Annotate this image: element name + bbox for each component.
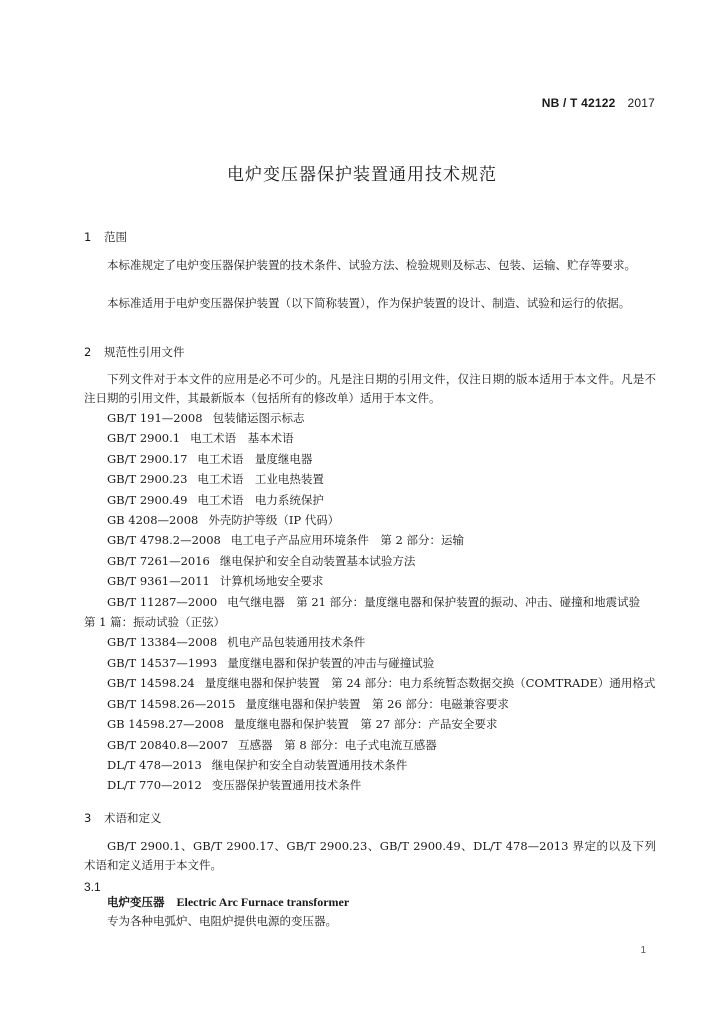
reference-item: GB/T 2900.23 电工术语 工业电热装置 xyxy=(107,472,324,487)
section-number: 2 xyxy=(84,345,92,359)
reference-item: GB 4208—2008 外壳防护等级（IP 代码） xyxy=(107,513,340,528)
section-heading-references xyxy=(84,344,185,360)
document-header xyxy=(542,96,655,110)
standard-year: 2017 xyxy=(627,96,655,110)
reference-item: GB/T 13384—2008 机电产品包装通用技术条件 xyxy=(107,635,366,650)
section-number: 3 xyxy=(84,811,92,825)
reference-item: DL/T 478—2013 继电保护和安全自动装置通用技术条件 xyxy=(107,757,408,772)
section-heading-terms xyxy=(84,810,162,826)
reference-item: GB/T 9361—2011 计算机场地安全要求 xyxy=(107,574,324,589)
term-chinese: 电炉变压器 xyxy=(107,895,165,909)
reference-item: DL/T 770—2012 变压器保护装置通用技术条件 xyxy=(107,778,362,793)
term-english: Electric Arc Furnace transformer xyxy=(176,895,350,909)
reference-item: GB/T 2900.1 电工术语 基本术语 xyxy=(107,431,294,446)
reference-item: GB/T 14598.26—2015 量度继电器和保护装置 第 26 部分：电磁兼容要求 xyxy=(107,696,509,711)
section-heading-scope xyxy=(84,229,127,245)
reference-item: GB/T 2900.17 电工术语 量度继电器 xyxy=(107,451,313,466)
reference-item: GB/T 14537—1993 量度继电器和保护装置的冲击与碰撞试验 xyxy=(107,655,435,670)
reference-item: GB/T 191—2008 包装储运图示标志 xyxy=(107,411,305,425)
reference-item: GB/T 7261—2016 继电保护和安全自动装置基本试验方法 xyxy=(107,553,416,568)
term-definition: 专为各种电弧炉、电阻炉提供电源的变压器。 xyxy=(107,914,337,928)
references-intro: 下列文件对于本文件的应用是必不可少的。凡是注日期的引用文件，仅注日期的版本适用于本文件。凡是不注日期的引用文件，其最新版本（包括所有的修改单）适用于本文件。 xyxy=(84,372,656,405)
terms-intro: GB/T 2900.1、GB/T 2900.17、GB/T 2900.23、GB/T 2900.49、DL/T 478—2013 界定的以及下列术语和定义适用于本文件。 xyxy=(84,839,656,872)
section-number: 1 xyxy=(84,230,92,244)
reference-item: GB/T 4798.2—2008 电工电子产品应用环境条件 第 2 部分：运输 xyxy=(107,533,464,548)
standard-code: NB / T 42122 xyxy=(541,96,616,110)
term-number: 3.1 xyxy=(84,880,101,894)
reference-item: GB/T 11287—2000 电气继电器 第 21 部分：量度继电器和保护装置的振动、冲击、碰撞和地震试验 第 1 篇：振动试验（正弦） xyxy=(84,594,652,630)
term-heading xyxy=(107,894,349,910)
reference-list xyxy=(84,408,656,796)
reference-item: GB 14598.27—2008 量度继电器和保护装置 第 27 部分：产品安全要求 xyxy=(107,717,498,732)
scope-paragraph-1: 本标准规定了电炉变压器保护装置的技术条件、试验方法、检验规则及标志、包装、运输、贮存等要求。 xyxy=(107,258,636,272)
section-title: 术语和定义 xyxy=(104,811,162,825)
page-number: 1 xyxy=(640,945,646,956)
reference-item: GB/T 20840.8—2007 互感器 第 8 部分：电子式电流互感器 xyxy=(107,737,437,752)
section-title: 规范性引用文件 xyxy=(104,345,185,359)
section-title: 范围 xyxy=(104,230,127,244)
document-title: 电炉变压器保护装置通用技术规范 xyxy=(227,165,497,185)
reference-item: GB/T 2900.49 电工术语 电力系统保护 xyxy=(107,492,324,507)
reference-item: GB/T 14598.24 量度继电器和保护装置 第 24 部分：电力系统暂态数据交换（COMTRADE）通用格式 xyxy=(107,676,656,691)
scope-paragraph-2: 本标准适用于电炉变压器保护装置（以下简称装置），作为保护装置的设计、制造、试验和运行的依据。 xyxy=(107,296,631,310)
